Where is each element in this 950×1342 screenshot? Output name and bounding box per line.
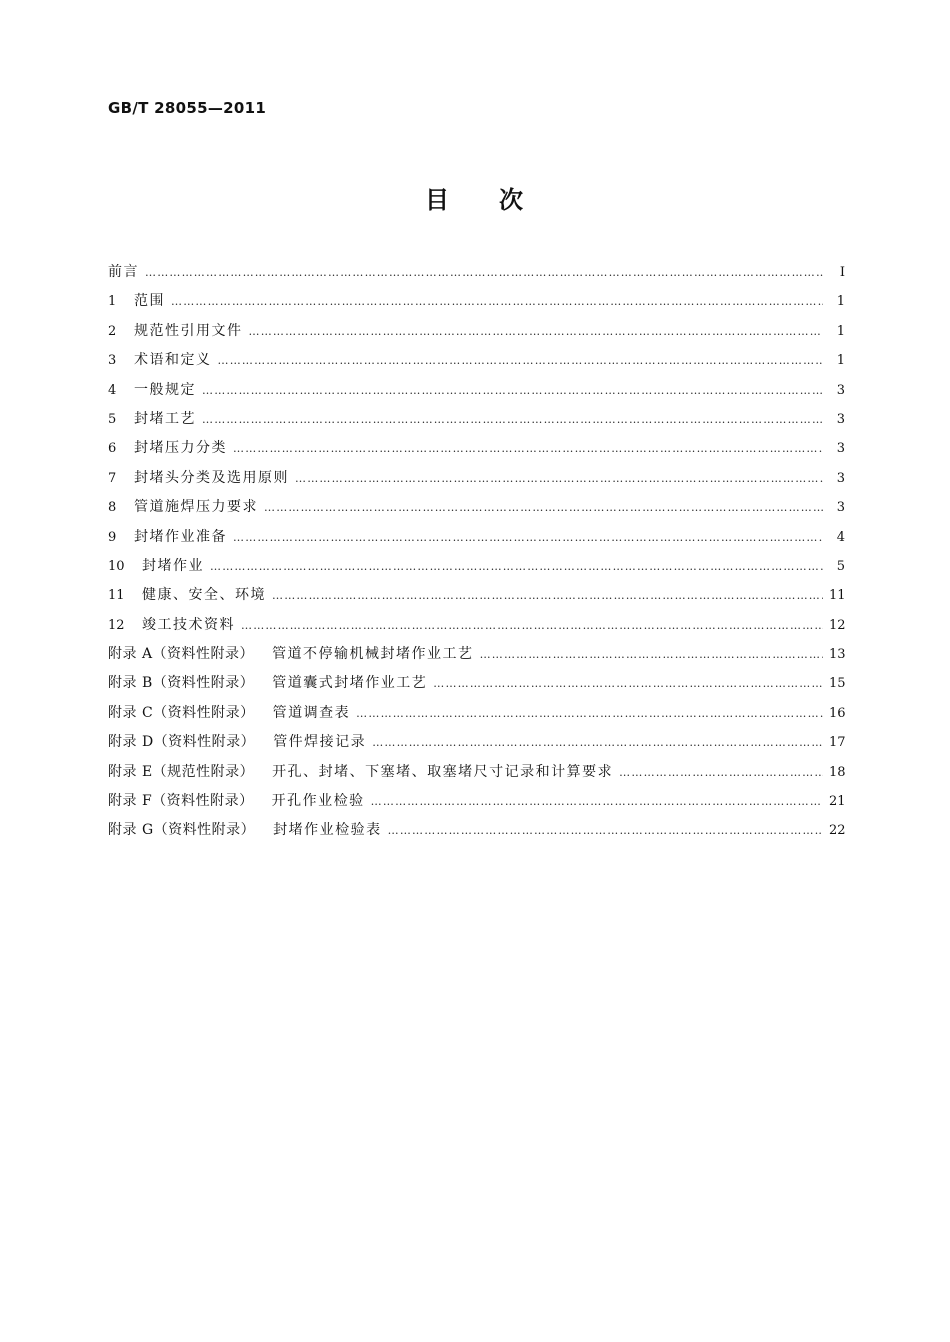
- toc-entry-5[interactable]: [108, 405, 845, 434]
- toc-entry-page: 21: [829, 794, 846, 810]
- toc-annex-prefix: 附录 C（资料性附录）: [108, 704, 255, 721]
- toc-entry-9[interactable]: [108, 523, 845, 552]
- toc-entry-annex-f[interactable]: [108, 787, 845, 816]
- toc-entry-8[interactable]: [108, 493, 845, 522]
- toc-entry-label: 一般规定: [134, 381, 196, 398]
- toc-entry-page: 22: [829, 823, 846, 839]
- toc-entry-page: 13: [829, 647, 846, 663]
- toc-entry-label: 封堵头分类及选用原则: [134, 469, 289, 486]
- toc-entry-label: 竣工技术资料: [142, 616, 235, 633]
- toc-entry-label: 范围: [134, 293, 165, 310]
- toc-entry-page: 12: [829, 617, 846, 633]
- toc-entry-number: 2: [108, 323, 117, 339]
- toc-annex-prefix: 附录 A（资料性附录）: [108, 646, 255, 663]
- toc-entry-number: 12: [108, 617, 125, 633]
- toc-entry-page: 5: [836, 558, 845, 574]
- toc-entry-foreword[interactable]: [108, 258, 845, 287]
- toc-leader-dots: [233, 434, 823, 463]
- toc-entry-page: 18: [829, 764, 846, 780]
- toc-entry-label: 规范性引用文件: [134, 322, 243, 339]
- toc-entry-annex-e[interactable]: [108, 758, 845, 787]
- toc-leader-dots: [272, 581, 823, 610]
- toc-annex-prefix: 附录 B（资料性附录）: [108, 675, 255, 692]
- toc-entry-6[interactable]: [108, 434, 845, 463]
- toc-entry-label: 术语和定义: [134, 352, 212, 369]
- toc-entry-annex-g[interactable]: [108, 816, 845, 845]
- toc-entry-label: 封堵作业准备: [134, 528, 227, 545]
- toc-entry-label: 前言: [108, 264, 139, 280]
- toc-entry-page: 3: [836, 382, 845, 398]
- toc-entry-label: 管道囊式封堵作业工艺: [272, 675, 428, 692]
- toc-entry-page: 16: [829, 705, 846, 721]
- toc-entry-label: 开孔、封堵、下塞堵、取塞堵尺寸记录和计算要求: [272, 763, 614, 780]
- toc-title: [0, 180, 950, 215]
- toc-entry-2[interactable]: [108, 317, 845, 346]
- toc-entry-annex-b[interactable]: [108, 669, 845, 698]
- toc-title-part2: 次: [499, 186, 525, 214]
- toc-leader-dots: [264, 493, 823, 522]
- toc-annex-prefix: 附录 F（资料性附录）: [108, 793, 254, 810]
- toc-leader-dots: [145, 258, 823, 287]
- toc-entry-page: 3: [836, 441, 845, 457]
- toc-entry-7[interactable]: [108, 464, 845, 493]
- toc-leader-dots: [233, 523, 823, 552]
- toc-leader-dots: [210, 552, 823, 581]
- toc-entry-label: 封堵作业: [142, 557, 204, 574]
- toc-entry-page: 3: [836, 470, 845, 486]
- toc-entry-11[interactable]: [108, 581, 845, 610]
- toc-entry-number: 8: [108, 500, 117, 516]
- toc-leader-dots: [202, 376, 823, 405]
- toc-leader-dots: [388, 816, 823, 845]
- toc-entry-number: 11: [108, 588, 125, 604]
- toc-annex-prefix: 附录 G（资料性附录）: [108, 822, 256, 839]
- toc-leader-dots: [356, 699, 823, 728]
- toc-leader-dots: [372, 728, 823, 757]
- toc-entry-label: 管件焊接记录: [273, 734, 367, 751]
- toc-entry-label: 健康、安全、环境: [142, 587, 266, 604]
- toc-entry-page: 1: [836, 323, 845, 339]
- toc-entry-page: 1: [836, 294, 845, 310]
- toc-entry-number: 7: [108, 470, 117, 486]
- toc-leader-dots: [433, 669, 823, 698]
- toc-entry-number: 9: [108, 529, 117, 545]
- toc-leader-dots: [241, 611, 823, 640]
- toc-entry-annex-c[interactable]: [108, 699, 845, 728]
- toc-entry-label: 封堵工艺: [134, 410, 196, 427]
- toc-leader-dots: [371, 787, 823, 816]
- toc-entry-page: 3: [836, 411, 845, 427]
- toc-entry-page: 3: [836, 500, 845, 516]
- toc-entry-number: 1: [108, 294, 117, 310]
- toc-leader-dots: [171, 287, 823, 316]
- toc-entry-12[interactable]: [108, 611, 845, 640]
- toc-entry-label: 封堵作业检验表: [273, 822, 382, 839]
- toc-annex-prefix: 附录 E（规范性附录）: [108, 763, 255, 780]
- toc-list: [108, 258, 845, 846]
- toc-leader-dots: [202, 405, 823, 434]
- toc-entry-annex-d[interactable]: [108, 728, 845, 757]
- toc-annex-prefix: 附录 D（资料性附录）: [108, 734, 256, 751]
- toc-entry-annex-a[interactable]: [108, 640, 845, 669]
- toc-entry-number: 5: [108, 411, 117, 427]
- toc-entry-page: 11: [829, 588, 846, 604]
- toc-entry-4[interactable]: [108, 376, 845, 405]
- toc-entry-label: 管道不停输机械封堵作业工艺: [272, 646, 474, 663]
- toc-entry-page: 4: [836, 529, 845, 545]
- toc-leader-dots: [218, 346, 824, 375]
- toc-title-part1: 目: [425, 186, 451, 214]
- toc-entry-label: 开孔作业检验: [271, 793, 365, 810]
- toc-entry-number: 6: [108, 441, 117, 457]
- toc-entry-label: 管道施焊压力要求: [134, 499, 258, 516]
- toc-leader-dots: [249, 317, 824, 346]
- toc-entry-number: 4: [108, 382, 117, 398]
- toc-entry-3[interactable]: [108, 346, 845, 375]
- toc-entry-1[interactable]: [108, 287, 845, 316]
- toc-entry-label: 管道调查表: [272, 704, 351, 721]
- toc-leader-dots: [619, 758, 823, 787]
- toc-entry-number: 3: [108, 353, 117, 369]
- toc-entry-number: 10: [108, 558, 125, 574]
- toc-entry-label: 封堵压力分类: [134, 440, 227, 457]
- toc-entry-page: Ⅰ: [839, 265, 845, 280]
- toc-entry-10[interactable]: [108, 552, 845, 581]
- toc-entry-page: 1: [836, 353, 845, 369]
- standard-code: GB/T 28055—2011: [108, 99, 267, 117]
- toc-entry-page: 15: [829, 676, 846, 692]
- toc-leader-dots: [295, 464, 823, 493]
- toc-entry-page: 17: [829, 735, 846, 751]
- toc-leader-dots: [480, 640, 823, 669]
